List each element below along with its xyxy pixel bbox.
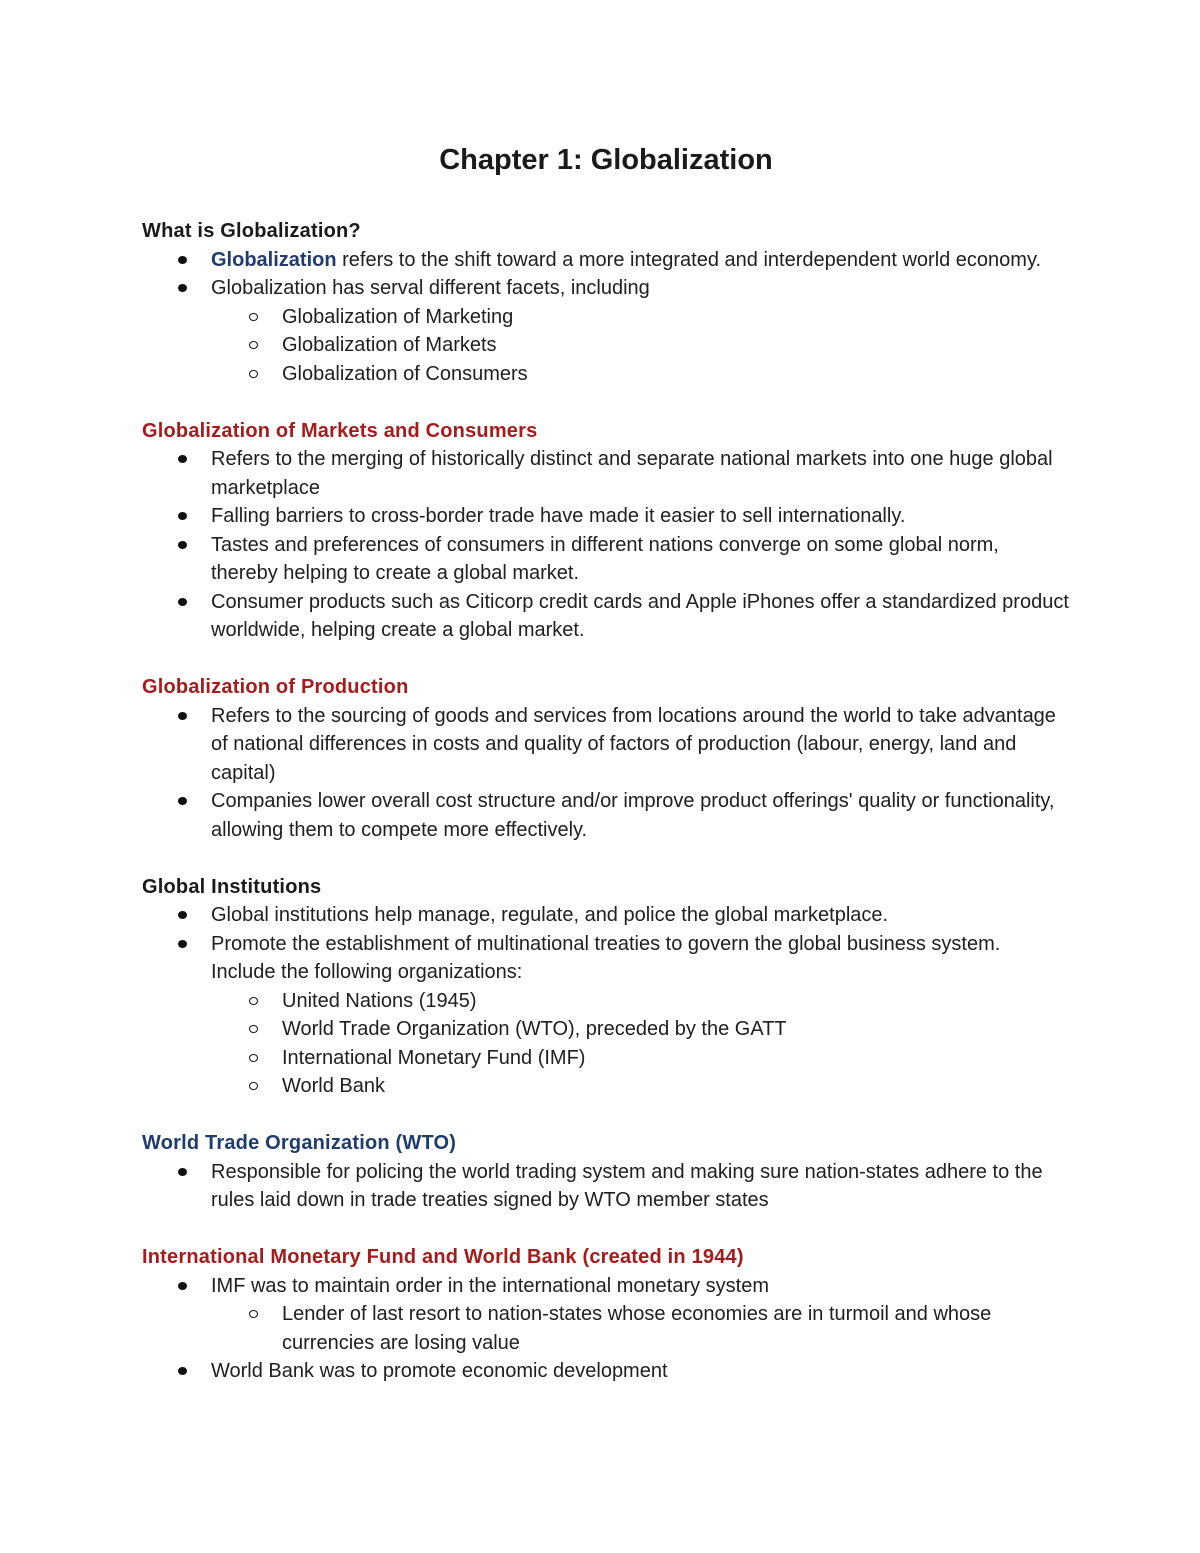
hollow-bullet-icon [249, 1054, 258, 1062]
list-item [211, 502, 1070, 531]
hollow-bullet-icon [249, 1082, 258, 1090]
section-wto [142, 1129, 1070, 1215]
hollow-bullet-icon [249, 370, 258, 378]
list-item-text: Falling barriers to cross-border trade have made it easier to sell internationally. [211, 505, 906, 527]
list-item [211, 930, 1070, 1101]
bullet-icon [178, 284, 187, 292]
sub-list-item [282, 360, 1070, 389]
section-heading: Global Institutions [142, 875, 322, 898]
hollow-bullet-icon [249, 1025, 258, 1033]
bullet-icon [178, 541, 187, 549]
bullet-icon [178, 455, 187, 463]
sub-list-item [282, 1015, 1070, 1044]
list-item-text: IMF was to maintain order in the international monetary system [211, 1274, 770, 1297]
list-item [211, 445, 1070, 502]
bullet-list [142, 901, 1070, 1101]
list-item [211, 901, 1070, 930]
hollow-bullet-icon [249, 313, 258, 321]
sub-list-item-text: International Monetary Fund (IMF) [282, 1046, 586, 1069]
list-item [211, 702, 1070, 788]
section-heading: Globalization of Markets and Consumers [142, 419, 538, 442]
list-item-text: refers to the shift toward a more integrated and interdependent world economy. [336, 248, 1042, 271]
sub-list-item-text: United Nations (1945) [282, 989, 477, 1012]
sub-list-item [282, 331, 1070, 360]
bullet-icon [178, 1168, 187, 1176]
sub-list-item [282, 1072, 1070, 1101]
section-heading: Globalization of Production [142, 676, 409, 698]
list-item [211, 246, 1070, 275]
sub-list-item-text: Globalization of Markets [282, 334, 497, 356]
list-item-text: Consumer products such as Citicorp credit cards and Apple iPhones offer a standardized product worldwide, helping create a global market. [211, 590, 1069, 641]
sub-list-item-text: World Bank [282, 1075, 386, 1097]
section-global-institutions [142, 873, 1070, 1101]
section-what-is-globalization [142, 217, 1070, 388]
bullet-list [142, 445, 1070, 645]
sub-list-item [282, 987, 1070, 1016]
bullet-icon [178, 512, 187, 520]
sub-list-item [282, 1044, 1070, 1073]
bullet-list [142, 702, 1070, 845]
sub-list-item [282, 303, 1070, 332]
list-item-text: Global institutions help manage, regulate, and police the global marketplace. [211, 904, 889, 926]
bullet-list [142, 246, 1070, 389]
bullet-icon [178, 940, 187, 948]
bullet-icon [178, 256, 187, 264]
list-item [211, 274, 1070, 388]
list-item [211, 787, 1070, 844]
section-production [142, 673, 1070, 844]
list-item-text: Promote the establishment of multinational treaties to govern the global business system. Include the following organizations: [211, 932, 1001, 983]
bullet-icon [178, 1282, 187, 1290]
list-item-text: Tastes and preferences of consumers in different nations converge on some global norm, thereby helping to create a global market. [211, 533, 999, 584]
list-item [211, 1272, 1070, 1358]
hollow-bullet-icon [249, 997, 258, 1005]
bullet-list [142, 1158, 1070, 1215]
sub-list-item-text: World Trade Organization (WTO), preceded by the GATT [282, 1018, 787, 1040]
list-item [211, 588, 1070, 645]
list-item-text: Refers to the sourcing of goods and services from locations around the world to take advantage of national differences in costs and quality of factors of production (labour, energy, land and capital) [211, 704, 1056, 784]
page-title: Chapter 1: Globalization [439, 144, 773, 176]
list-item-text: Refers to the merging of historically distinct and separate national markets into one huge global marketplace [211, 448, 1053, 499]
sub-list-item-text: Globalization of Marketing [282, 305, 514, 328]
section-heading: International Monetary Fund and World Bank (created in 1944) [142, 1246, 744, 1268]
list-item [211, 1158, 1070, 1215]
section-markets-and-consumers [142, 417, 1070, 645]
sub-list-item [282, 1300, 1070, 1357]
hollow-bullet-icon [249, 1310, 258, 1318]
sub-list-item-text: Globalization of Consumers [282, 362, 528, 385]
bullet-icon [178, 1367, 187, 1375]
bullet-icon [178, 797, 187, 805]
section-heading: What is Globalization? [142, 220, 361, 242]
list-item [211, 531, 1070, 588]
sub-bullet-list [211, 1300, 1070, 1357]
list-item-text: Companies lower overall cost structure and/or improve product offerings' quality or functionality, allowing them to compete more effectively. [211, 790, 1055, 841]
section-heading: World Trade Organization (WTO) [142, 1132, 457, 1154]
bullet-list [142, 1272, 1070, 1386]
bullet-icon [178, 598, 187, 606]
bullet-icon [178, 911, 187, 919]
sub-bullet-list [211, 303, 1070, 389]
key-term: Globalization [211, 248, 337, 271]
list-item-text: Responsible for policing the world trading system and making sure nation-states adhere to the rules laid down in trade treaties signed by WTO member states [211, 1160, 1043, 1211]
list-item [211, 1357, 1070, 1386]
list-item-text: Globalization has serval different facets, including [211, 277, 650, 299]
section-imf-world-bank [142, 1243, 1070, 1386]
sub-list-item-text: Lender of last resort to nation-states whose economies are in turmoil and whose currencies are losing value [282, 1303, 992, 1354]
hollow-bullet-icon [249, 341, 258, 349]
list-item-text: World Bank was to promote economic development [211, 1360, 668, 1382]
sub-bullet-list [211, 987, 1070, 1101]
bullet-icon [178, 712, 187, 720]
